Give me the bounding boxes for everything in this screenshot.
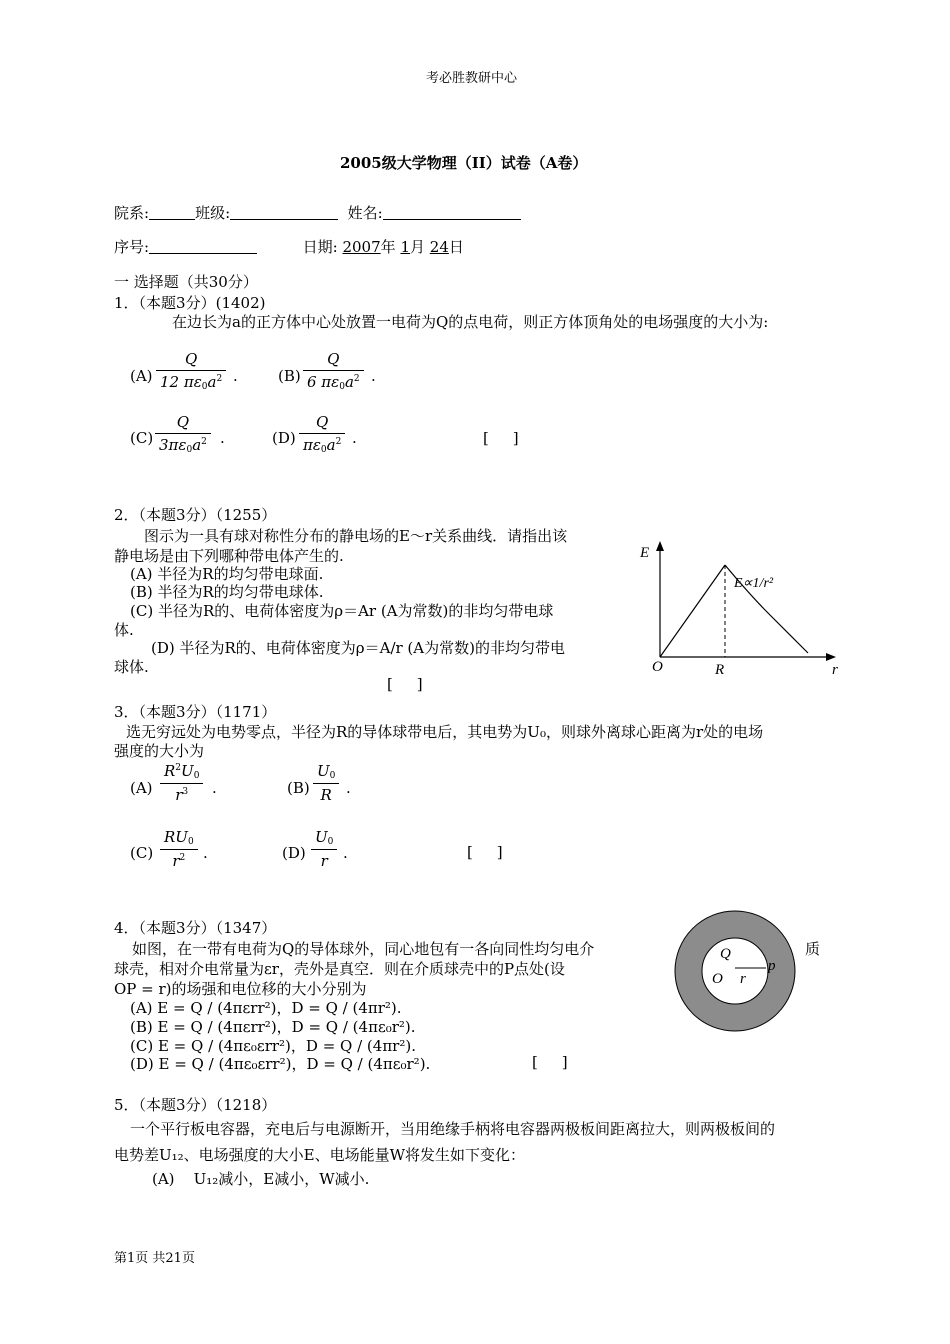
dept-blank <box>149 205 195 220</box>
q3-label-a: (A) <box>130 779 153 797</box>
q1-dot-b: . <box>371 367 376 385</box>
section-title: 一 选择题（共30分） <box>114 273 258 291</box>
q1-option-d-formula: $\frac{Q}{\pi\varepsilon_0a^2}$ <box>299 413 345 455</box>
q4-label-r: r <box>740 971 746 987</box>
q2-option-c-2: 体. <box>114 621 134 639</box>
q2-rising-line <box>660 565 725 657</box>
q3-label-c: (C) <box>130 844 154 862</box>
class-blank <box>230 205 338 220</box>
q1-stem: 在边长为a的正方体中心处放置一电荷为Q的点电荷，则正方体顶角处的电场强度的大小为: <box>172 313 769 331</box>
q3-head: 3．（本题3分）（1171） <box>114 703 277 721</box>
q3-option-a-formula: $\frac{R^2U_0}{r^3}$ <box>160 762 203 804</box>
q2-stem-1: 图示为一具有球对称性分布的静电场的E～r关系曲线．请指出该 <box>144 527 568 545</box>
q5-head: 5．（本题3分）（1218） <box>114 1096 277 1114</box>
q2-stem-2: 静电场是由下列哪种带电体产生的. <box>114 547 344 565</box>
q2-ylabel: E <box>640 545 650 561</box>
seq-blank <box>149 239 257 254</box>
q2-option-b: (B) 半径为R的均匀带电球体. <box>130 583 324 601</box>
q1-dot-c: . <box>220 429 225 447</box>
q2-origin-label: O <box>652 659 663 675</box>
q4-stem-1: 如图，在一带有电荷为Q的导体球外，同心地包有一各向同性均匀电介 <box>132 940 595 958</box>
q5-stem-2: 电势差U₁₂、电场强度的大小E、电场能量W将发生如下变化： <box>114 1146 526 1164</box>
q3-option-c-formula: $\frac{RU_0}{r^2}$ <box>160 828 198 870</box>
q2-option-d-1: (D) 半径为R的、电荷体密度为ρ＝A/r (A为常数)的非均匀带电 <box>151 639 565 657</box>
q1-dot-a: . <box>233 367 238 385</box>
q4-answer-bracket[interactable]: [ ] <box>532 1053 568 1071</box>
q5-option-a: (A) U₁₂减小，E减小，W减小. <box>152 1170 370 1188</box>
q2-xlabel: r <box>832 662 838 678</box>
q5-stem-1: 一个平行板电容器，充电后与电源断开，当用绝缘手柄将电容器两极板间距离拉大，则两极板间的 <box>130 1120 776 1138</box>
date-label: 日期: <box>302 238 338 256</box>
q2-graph <box>630 535 845 685</box>
date-day: 24 <box>429 238 449 256</box>
q3-option-b-formula: $\frac{U_0}{R}$ <box>313 762 339 804</box>
q4-stem-3: OP = r)的场强和电位移的大小分别为 <box>114 980 367 998</box>
date-year: 2007 <box>342 238 381 256</box>
q2-x-arrow <box>826 653 836 661</box>
seq-label: 序号: <box>114 238 150 256</box>
q2-y-arrow <box>656 541 664 551</box>
q3-dot-c: . <box>203 844 208 862</box>
dept-label: 院系: <box>114 204 150 222</box>
q1-option-a-formula: $\frac{Q}{12 \pi\varepsilon_0a^2}$ <box>156 350 226 392</box>
q4-option-a: (A) E = Q / (4πεrr²)，D = Q / (4πr²). <box>130 999 402 1017</box>
q1-dot-d: . <box>352 429 357 447</box>
class-label: 班级: <box>195 204 231 222</box>
q4-option-d: (D) E = Q / (4πε₀εrr²)，D = Q / (4πε₀r²). <box>130 1055 431 1073</box>
q3-dot-d: . <box>343 844 348 862</box>
q3-label-b: (B) <box>287 779 310 797</box>
name-label: 姓名: <box>347 204 383 222</box>
page-title: 2005级大学物理（II）试卷（A卷） <box>340 154 588 172</box>
q4-stem-1b: 质 <box>805 940 821 958</box>
q3-label-d: (D) <box>282 844 306 862</box>
q3-dot-b: . <box>346 779 351 797</box>
q4-option-c: (C) E = Q / (4πε₀εrr²)，D = Q / (4πr²). <box>130 1037 416 1055</box>
q2-curve-label: E∝1/r² <box>734 576 774 591</box>
q4-label-p: p <box>768 958 776 974</box>
q4-stem-2: 球壳，相对介电常量为εr，壳外是真空．则在介质球壳中的P点处(设 <box>114 960 565 978</box>
q1-label-a: (A) <box>130 367 153 385</box>
q4-label-Q: Q <box>720 946 731 962</box>
q3-stem-2: 强度的大小为 <box>114 742 205 760</box>
q1-label-b: (B) <box>278 367 301 385</box>
q3-dot-a: . <box>212 779 217 797</box>
q4-option-b: (B) E = Q / (4πεrr²)，D = Q / (4πε₀r²). <box>130 1018 416 1036</box>
q1-label-c: (C) <box>130 429 154 447</box>
date-month-unit: 月 <box>410 238 426 256</box>
q4-figure <box>672 908 798 1034</box>
q1-answer-bracket[interactable]: [ ] <box>483 429 519 447</box>
date-day-unit: 日 <box>448 238 464 256</box>
q1-option-b-formula: $\frac{Q}{6 \pi\varepsilon_0a^2}$ <box>303 350 364 392</box>
q2-option-d-2: 球体. <box>114 658 149 676</box>
q2-head: 2．（本题3分）（1255） <box>114 506 277 524</box>
q4-head: 4．（本题3分）（1347） <box>114 919 277 937</box>
q3-stem-1: 选无穷远处为电势零点，半径为R的导体球带电后，其电势为U₀，则球外离球心距离为r处的电场 <box>126 723 764 741</box>
page-footer: 第1页 共21页 <box>114 1251 195 1266</box>
info-row-2 <box>114 236 464 257</box>
q3-answer-bracket[interactable]: [ ] <box>467 843 503 861</box>
q4-label-O: O <box>712 971 723 987</box>
header-org: 考必胜教研中心 <box>426 71 518 86</box>
q1-label-d: (D) <box>272 429 296 447</box>
q2-option-c-1: (C) 半径为R的、电荷体密度为ρ＝Ar (A为常数)的非均匀带电球 <box>130 602 554 620</box>
name-blank <box>383 205 521 220</box>
q3-option-d-formula: $\frac{U_0}{r}$ <box>311 828 337 870</box>
q2-option-a: (A) 半径为R的均匀带电球面. <box>130 565 324 583</box>
info-row-1 <box>114 202 521 223</box>
q2-answer-bracket[interactable]: [ ] <box>387 675 423 693</box>
q1-head: 1．（本题3分）(1402) <box>114 294 266 312</box>
date-month: 1 <box>400 238 410 256</box>
date-year-unit: 年 <box>380 238 396 256</box>
q1-option-c-formula: $\frac{Q}{3\pi\varepsilon_0a^2}$ <box>155 413 211 455</box>
q2-R-label: R <box>715 662 725 678</box>
